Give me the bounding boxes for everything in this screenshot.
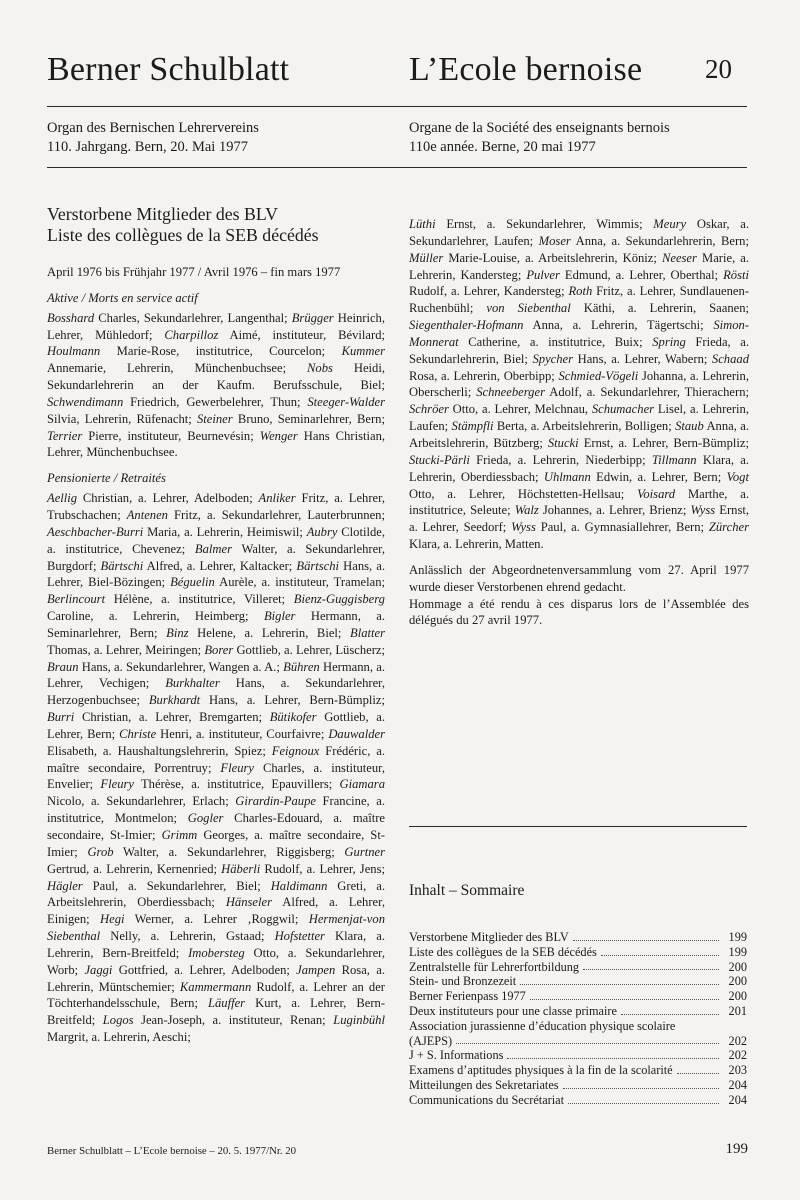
member-entry — [409, 402, 588, 416]
member-entry — [87, 845, 334, 859]
member-name: Charpilloz — [164, 327, 219, 342]
member-name: Staub — [675, 419, 704, 434]
section-heading-retired: Pensionierte / Retraités — [47, 471, 166, 486]
member-details: Gottlieb, a. Lehrer, Lüscherz; — [236, 642, 385, 657]
toc-leader-dots — [530, 999, 719, 1000]
member-name: Haldimann — [270, 878, 328, 893]
toc-rule — [409, 826, 747, 827]
member-details: Ernst, a. Sekundarlehrer, Wimmis; — [446, 217, 643, 231]
member-name: Hägler — [47, 878, 83, 893]
member-details: Klara, a. Lehrerin, Bern-Breitfeld; — [47, 929, 385, 960]
toc-item — [409, 1034, 747, 1049]
member-details: Margrit, a. Lehrerin, Aeschi; — [47, 1030, 191, 1045]
member-entry — [221, 862, 385, 876]
member-entry — [526, 268, 718, 282]
member-details: Edmund, a. Lehrer, Oberthal; — [564, 267, 719, 282]
member-name: Borer — [204, 642, 234, 657]
member-entry — [47, 710, 262, 724]
member-details: Charles, Sekundarlehrer, Langenthal; — [98, 310, 288, 325]
member-name: Gogler — [187, 811, 224, 826]
member-entry — [47, 311, 288, 325]
retired-members-list — [47, 490, 385, 1046]
toc-leader-dots — [563, 1088, 719, 1089]
member-name: Bärtschi — [296, 558, 340, 573]
organ-de-line2: 110. Jahrgang. Bern, 20. Mai 1977 — [47, 139, 248, 155]
toc-leader-dots — [573, 940, 719, 941]
toc-item — [409, 1004, 747, 1019]
member-name: Béguelin — [170, 575, 215, 590]
member-entry — [47, 879, 261, 893]
member-name: Voisard — [637, 486, 676, 501]
toc-item-label: Berner Ferienpass 1977 — [409, 989, 526, 1004]
member-name: Schumacher — [591, 402, 655, 417]
toc-item — [409, 989, 747, 1004]
member-name: Fleury — [220, 760, 254, 775]
member-name: Lüthi — [409, 217, 436, 231]
member-details: Johannes, a. Lehrer, Brienz; — [542, 503, 687, 518]
member-name: Bütikofer — [269, 710, 317, 725]
member-name: Imobersteg — [188, 945, 245, 960]
toc-item-page: 204 — [728, 1092, 747, 1107]
masthead-title-de: Berner Schulblatt — [47, 51, 290, 88]
toc-leader-dots — [583, 969, 719, 970]
toc-item — [409, 974, 747, 989]
member-entry — [476, 385, 749, 399]
member-name: Häberli — [221, 861, 261, 876]
member-details: Paul, a. Sekundarlehrer, Biel; — [92, 878, 261, 893]
toc-item — [409, 930, 747, 945]
member-name: Aubry — [306, 524, 338, 539]
toc-leader-dots — [621, 1014, 719, 1015]
member-entry — [409, 217, 643, 231]
member-name: Binz — [166, 625, 189, 640]
member-details: Catherine, a. institutrice, Buix; — [468, 334, 643, 349]
article-title — [47, 204, 385, 246]
member-name: Wyss — [690, 503, 716, 518]
member-name: Uhlmann — [543, 469, 591, 484]
member-entry — [409, 453, 646, 467]
member-details: Gottlieb, a. Lehrer, Bern; — [47, 710, 385, 741]
member-name: Steeger-Walder — [307, 394, 385, 409]
member-name: Giamara — [339, 777, 385, 792]
member-details: Rosa, a. Lehrerin, Oberbipp; — [409, 368, 555, 383]
member-details: Elisabeth, a. Haushaltungslehrerin, Spiez; — [47, 743, 266, 758]
member-details: Hans, a. Lehrer, Bern-Bümpliz; — [208, 693, 385, 708]
article-title-fr: Liste des collègues de la SEB décédés — [47, 225, 319, 245]
member-entry — [119, 727, 324, 741]
member-entry — [47, 525, 303, 539]
toc-item-label: J + S. Informations — [409, 1048, 504, 1063]
member-details: Georges, a. maître secondaire, St-Imier; — [47, 828, 386, 859]
member-details: Hans Christian, Lehrer, Münchenbuchsee. — [47, 428, 386, 460]
member-details: Edwin, a. Lehrer, Bern; — [596, 469, 722, 484]
member-details: Anna, a. Sekundarlehrerin, Bern; — [575, 233, 749, 248]
member-details: Hélène, a. institutrice, Villeret; — [113, 592, 286, 607]
member-details: Lisel, a. Lehrerin, Laufen; — [409, 402, 749, 434]
member-details: Anna, a. Arbeitslehrerin, Bützberg; — [409, 419, 749, 450]
member-name: Müller — [409, 250, 444, 265]
member-details: Marie-Rose, institutrice, Courcelon; — [116, 344, 326, 359]
member-name: Aeschbacher-Burri — [47, 524, 144, 539]
toc-item-label: Liste des collègues de la SEB décédés — [409, 944, 597, 959]
member-details: Rudolf, a. Lehrer, Kandersteg; — [409, 284, 565, 299]
closing-note-fr: Hommage a été rendu à ces disparus lors de l’Assemblée des délégués du 27 avril 1977. — [409, 596, 749, 628]
toc-item-page: 204 — [728, 1077, 747, 1092]
toc-leader-dots — [456, 1043, 719, 1044]
retired-members-list-continued — [409, 216, 749, 553]
member-details: Christian, a. Lehrer, Adelboden; — [82, 491, 253, 506]
member-details: Francine, a. institutrice, Montmelon; — [47, 794, 385, 826]
member-details: Fritz, a. Lehrer, Sundlauenen-Ruchenbühl; — [409, 284, 749, 316]
member-details: Gottfried, a. Lehrer, Adelboden; — [118, 962, 290, 977]
member-details: Hans, a. Lehrer, Biel-Bözingen; — [47, 558, 386, 590]
member-details: Adolf, a. Sekundarlehrer, Thierachern; — [549, 385, 749, 400]
member-name: Hofstetter — [274, 929, 325, 944]
member-entry — [511, 520, 704, 534]
member-name: Bärtschi — [100, 558, 144, 573]
member-details: Frieda, a. Sekundarlehrerin, Biel; — [409, 334, 749, 366]
member-details: Paul, a. Gymnasiallehrer, Bern; — [540, 520, 705, 535]
member-name: Girardin-Paupe — [235, 794, 316, 809]
member-details: Johanna, a. Lehrerin, Oberscherli; — [409, 368, 750, 400]
member-name: Schneeberger — [476, 385, 545, 400]
masthead-rule — [47, 106, 747, 107]
member-name: Bosshard — [47, 310, 95, 325]
member-details: Heidi, Sekundarlehrerin an der Kaufm. Berufsschule, Biel; — [47, 361, 385, 393]
member-details: Frieda, a. Lehrerin, Niederbipp; — [476, 452, 646, 467]
member-name: Burkhalter — [165, 676, 220, 691]
member-name: Schröer — [409, 402, 449, 417]
member-name: Antenen — [126, 507, 168, 522]
member-entry — [149, 693, 385, 707]
organ-fr-line2: 110e année. Berne, 20 mai 1977 — [409, 139, 596, 155]
member-name: Stämpfli — [451, 419, 494, 434]
member-name: Kummer — [341, 344, 385, 359]
member-entry — [548, 436, 749, 450]
toc-title: Inhalt – Sommaire — [409, 882, 525, 899]
article-title-de: Verstorbene Mitglieder des BLV — [47, 204, 278, 224]
member-name: Zürcher — [708, 520, 749, 535]
member-details: Otto, a. Sekundarlehrer, Worb; — [47, 945, 385, 977]
member-name: Schmied-Vögeli — [558, 368, 639, 383]
member-name: Simon-Monnerat — [409, 318, 749, 349]
active-members-list — [47, 310, 385, 462]
member-name: Steiner — [197, 411, 233, 426]
toc-leader-dots — [677, 1073, 719, 1074]
member-details: Clotilde, a. institutrice, Chevenez; — [47, 524, 385, 556]
organ-fr — [409, 119, 670, 157]
member-entry — [47, 592, 285, 606]
member-details: Marie, a. Lehrerin, Kandersteg; — [409, 250, 750, 282]
toc-item — [409, 945, 747, 960]
member-details: Fritz, a. Lehrer, Trubschachen; — [47, 491, 385, 522]
member-details: Alfred, a. Lehrer, Kaltacker; — [146, 558, 293, 573]
member-entry — [544, 470, 721, 484]
member-details: Annemarie, Lehrerin, Münchenbuchsee; — [47, 361, 287, 376]
member-details: Marie-Louise, a. Arbeitslehrerin, Köniz; — [448, 250, 657, 265]
member-entry — [127, 508, 385, 522]
toc-item — [409, 1078, 747, 1093]
member-details: Maria, a. Lehrerin, Heimiswil; — [147, 524, 303, 539]
member-details: Ernst, a. Lehrer, Seedorf; — [409, 503, 749, 535]
member-entry — [166, 626, 341, 640]
member-details: Bruno, Seminarlehrer, Bern; — [237, 411, 385, 426]
member-details: Hans, a. Lehrer, Wabern; — [577, 351, 708, 366]
member-name: Feignoux — [271, 743, 320, 758]
toc-item-label: Communications du Secrétariat — [409, 1092, 565, 1107]
toc-item-page: 203 — [728, 1063, 747, 1078]
member-name: Siegenthaler-Hofmann — [409, 318, 524, 333]
member-name: Meury — [653, 217, 687, 231]
member-name: Tillmann — [651, 452, 697, 467]
member-name: Blatter — [350, 625, 385, 640]
member-details: Oskar, a. Sekundarlehrer, Laufen; — [409, 217, 750, 248]
member-name: Terrier — [47, 428, 83, 443]
toc-leader-dots — [520, 984, 719, 985]
member-name: Roth — [568, 284, 593, 299]
toc-item-page: 200 — [728, 959, 747, 974]
page-number: 199 — [725, 1141, 748, 1157]
member-name: Anliker — [258, 491, 296, 506]
member-name: Burri — [47, 710, 75, 725]
member-name: Pulver — [526, 267, 560, 282]
member-name: Vogt — [726, 469, 749, 484]
toc-item-label: (AJEPS) — [409, 1033, 453, 1048]
member-details: Anna, a. Lehrerin, Tägertschi; — [532, 318, 704, 333]
member-name: Aellig — [47, 491, 78, 506]
member-details: Thomas, a. Lehrer, Meiringen; — [47, 642, 202, 657]
member-name: Hermenjat-von Siebenthal — [47, 912, 385, 944]
member-details: Aimé, instituteur, Bévilard; — [229, 327, 385, 342]
member-entry — [100, 912, 298, 926]
member-details: Alfred, a. Lehrer, Einigen; — [47, 895, 385, 927]
member-name: Walz — [514, 503, 539, 518]
member-details: Berta, a. Arbeitslehrerin, Bolligen; — [496, 419, 672, 434]
member-entry — [47, 491, 253, 505]
toc-item-page: 199 — [728, 930, 747, 944]
member-entry — [47, 395, 301, 409]
toc-item-page: 199 — [728, 944, 747, 959]
member-name: Rösti — [723, 267, 749, 282]
member-name: Berlincourt — [47, 592, 106, 607]
member-name: Hegi — [100, 912, 125, 927]
member-entry — [409, 251, 657, 265]
member-details: Rudolf, a. Lehrer an der Töchterhandelsschule, Bern; — [47, 979, 385, 1011]
member-details: Fritz, a. Sekundarlehrer, Lauterbrunnen; — [174, 507, 385, 522]
member-name: Christe — [119, 726, 157, 741]
member-entry — [197, 412, 385, 426]
member-name: Jampen — [296, 962, 336, 977]
toc-leader-dots — [507, 1058, 719, 1059]
member-details: Klara, a. Lehrerin, Oberdiessbach; — [409, 452, 749, 484]
member-details: Caroline, a. Lehrerin, Heimberg; — [47, 609, 249, 624]
toc-item-label: Stein- und Bronzezeit — [409, 974, 517, 989]
member-name: Spring — [652, 334, 686, 349]
organ-fr-line1: Organe de la Société des enseignants bernois — [409, 120, 670, 136]
footer-text: Berner Schulblatt – L’Ecole bernoise – 20. 5. 1977/Nr. 20 — [47, 1145, 297, 1157]
member-name: Bigler — [263, 609, 296, 624]
member-name: Bühren — [283, 659, 320, 674]
member-details: Silvia, Lehrerin, Rüfenacht; — [47, 411, 192, 426]
member-entry — [486, 301, 749, 315]
member-name: Hänseler — [225, 895, 272, 910]
member-details: Henri, a. instituteur, Courfaivre; — [160, 726, 325, 741]
member-name: Stucki-Pärli — [409, 452, 470, 467]
member-entry — [103, 1013, 326, 1027]
member-details: Heinrich, Lehrer, Mühledorf; — [47, 310, 385, 342]
member-name: Dauwalder — [328, 726, 385, 741]
member-name: Fleury — [100, 777, 134, 792]
member-name: Burkhardt — [148, 693, 201, 708]
member-entry — [539, 234, 749, 248]
member-details: Marthe, a. institutrice, Seleute; — [409, 486, 750, 518]
member-details: Christian, a. Lehrer, Bremgarten; — [81, 710, 263, 725]
member-details: Charles, a. instituteur, Envelier; — [47, 760, 385, 792]
member-details: Otto, a. Lehrer, Melchnau, — [452, 402, 589, 417]
member-name: Grob — [87, 844, 114, 859]
toc-item — [409, 1093, 747, 1108]
member-details: Pierre, instituteur, Beurnevésin; — [88, 428, 254, 443]
member-entry — [452, 419, 672, 433]
member-name: Spycher — [532, 351, 574, 366]
article-column-right — [409, 216, 749, 629]
member-details: Greti, a. Arbeitslehrerin, Oberdiessbach; — [47, 878, 385, 910]
member-details: Nelly, a. Lehrerin, Gstaad; — [110, 929, 265, 944]
member-details: Hermann, a. Seminarlehrer, Bern; — [47, 609, 385, 640]
member-name: Luginbühl — [333, 1013, 385, 1028]
member-entry — [515, 503, 687, 517]
member-details: Walter, a. Sekundarlehrer, Burgdorf; — [47, 541, 385, 573]
toc-item-page: 202 — [728, 1048, 747, 1063]
toc-leader-dots — [568, 1103, 719, 1104]
member-name: Nobs — [307, 361, 333, 376]
member-name: Jaggi — [84, 962, 113, 977]
member-name: Braun — [47, 659, 79, 674]
toc-item-page: 201 — [728, 1003, 747, 1018]
member-entry — [47, 429, 254, 443]
toc-list — [409, 930, 747, 1108]
toc-item-label: Verstorbene Mitglieder des BLV — [409, 930, 569, 944]
member-details: Frédéric, a. maître secondaire, Porrentruy; — [47, 743, 386, 775]
member-name: Kammermann — [179, 979, 252, 994]
member-name: Wyss — [511, 520, 536, 535]
member-details: Helene, a. Lehrerin, Biel; — [197, 625, 342, 640]
member-entry — [170, 575, 385, 589]
member-name: Brügger — [291, 310, 334, 325]
article-period: April 1976 bis Frühjahr 1977 / Avril 1976 – fin mars 1977 — [47, 265, 341, 279]
member-name: Grimm — [161, 828, 198, 842]
member-details: Hans, a. Sekundarlehrer, Wangen a. A.; — [81, 659, 280, 674]
organ-de-line1: Organ des Bernischen Lehrervereins — [47, 120, 259, 136]
member-entry — [84, 963, 289, 977]
toc-item-label: Mitteilungen des Sekretariates — [409, 1077, 559, 1092]
organ-de — [47, 119, 259, 157]
member-name: Stucki — [547, 435, 579, 450]
member-entry — [204, 643, 385, 657]
issue-number: 20 — [705, 54, 732, 84]
member-name: Wenger — [259, 428, 298, 443]
member-entry — [101, 559, 293, 573]
toc-item — [409, 1063, 747, 1078]
member-name: von Siebenthal — [486, 301, 571, 316]
member-name: Moser — [538, 233, 571, 248]
toc-item-label: Association jurassienne d’éducation physique scolaire — [409, 1018, 676, 1033]
toc-item-label: Zentralstelle für Lehrerfortbildung — [409, 959, 580, 974]
member-details: Kurt, a. Lehrer, Bern-Breitfeld; — [47, 996, 386, 1028]
toc-item — [409, 960, 747, 975]
member-entry — [164, 328, 385, 342]
toc-item-label: Deux instituteurs pour une classe primaire — [409, 1003, 617, 1018]
toc-leader-dots — [601, 955, 719, 956]
member-details: Friedrich, Gewerbelehrer, Thun; — [130, 394, 301, 409]
member-details: Otto, a. Lehrer, Höchstetten-Hellsau; — [409, 486, 625, 501]
member-name: Bienz-Guggisberg — [293, 592, 385, 607]
member-name: Gurtner — [344, 844, 386, 859]
member-details: Werner, a. Lehrer ‚Roggwil; — [134, 912, 299, 927]
toc-item-page: 200 — [728, 989, 747, 1004]
member-details: Rosa, a. Lehrerin, Müntschemier; — [47, 962, 385, 994]
member-details: Jean-Joseph, a. instituteur, Renan; — [141, 1013, 326, 1028]
section-heading-active: Aktive / Morts en service actif — [47, 290, 198, 305]
member-entry — [100, 777, 332, 791]
member-details: Walter, a. Sekundarlehrer, Riggisberg; — [123, 844, 335, 859]
header-rule — [47, 167, 747, 168]
member-name: Balmer — [194, 541, 232, 556]
member-name: Logos — [102, 1013, 134, 1028]
member-details: Klara, a. Lehrerin, Matten. — [409, 537, 544, 552]
toc-item-page: 202 — [728, 1033, 747, 1048]
closing-note-de: Anlässlich der Abgeordnetenversammlung vom 27. April 1977 wurde dieser Verstorbenen ehrend gedacht. — [409, 562, 749, 594]
member-details: Nicolo, a. Sekundarlehrer, Erlach; — [47, 794, 229, 809]
toc-item — [409, 1048, 747, 1063]
member-entry — [532, 352, 707, 366]
member-details: Thérèse, a. institutrice, Epauvillers; — [140, 777, 333, 792]
member-name: Läuffer — [207, 996, 246, 1011]
member-details: Hermann, a. Lehrer, Vechigen; — [47, 659, 385, 691]
member-name: Houlmann — [47, 344, 101, 359]
article-column-left — [47, 204, 385, 1046]
member-details: Ernst, a. Lehrer, Bern-Bümpliz; — [583, 435, 749, 450]
member-entry — [409, 318, 704, 332]
member-details: Gertrud, a. Lehrerin, Kernenried; — [47, 861, 218, 876]
member-details: Aurèle, a. instituteur, Tramelan; — [219, 575, 385, 590]
member-details: Hans, a. Sekundarlehrer, Herzogenbuchsee; — [47, 676, 385, 708]
member-details: Rudolf, a. Lehrer, Jens; — [264, 861, 385, 876]
member-entry — [47, 344, 325, 358]
toc-item-label: Examens d’aptitudes physiques à la fin de la scolarité — [409, 1063, 673, 1078]
member-details: Charles-Edouard, a. maître secondaire, St-Imier; — [47, 811, 385, 842]
member-details: Käthi, a. Lehrerin, Saanen; — [583, 301, 749, 316]
member-name: Neeser — [661, 250, 697, 265]
masthead-title-fr: L’Ecole bernoise — [409, 51, 643, 88]
member-name: Schaad — [711, 351, 749, 366]
member-entry — [47, 660, 280, 674]
member-name: Schwendimann — [47, 394, 124, 409]
toc-item-page: 200 — [728, 974, 747, 989]
